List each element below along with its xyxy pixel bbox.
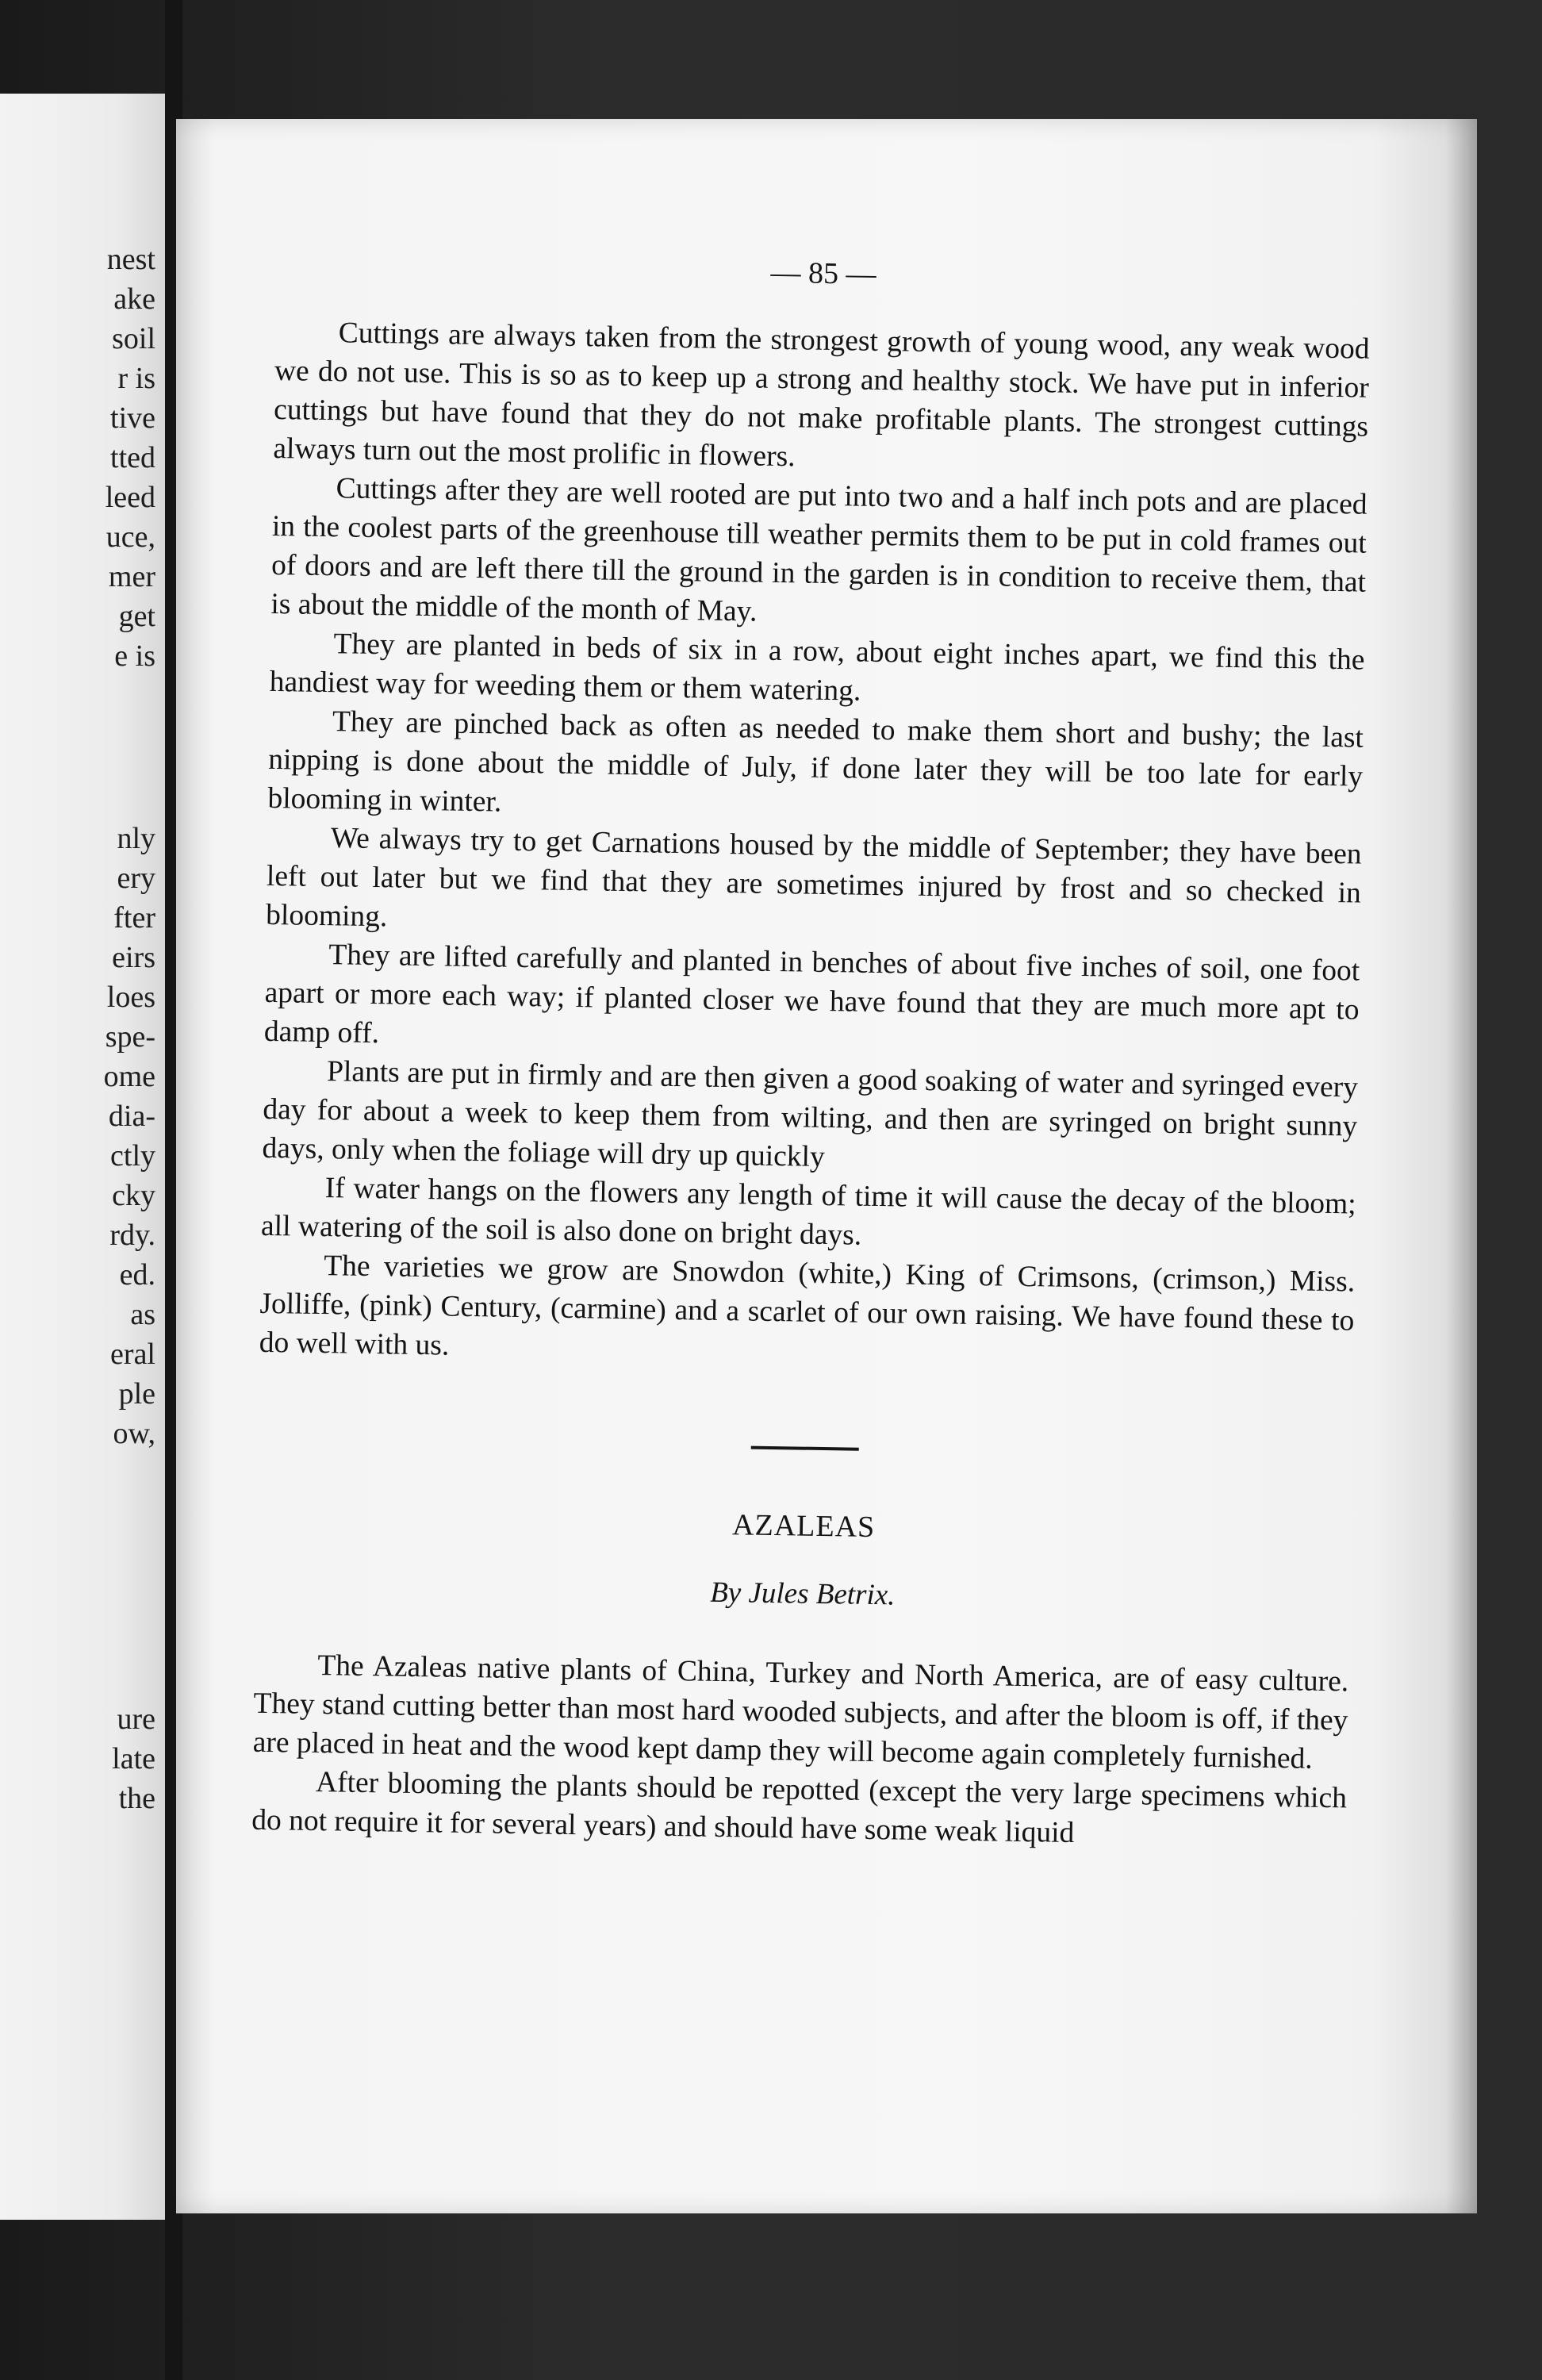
carnation-paragraph: Cuttings after they are well rooted are put into two and a half inch pots and are placed in the coolest parts of the greenhouse till weather permits them to be put in cold frames out of doors and are left there till the ground in the garden is in condition to receive them, that is about the middle of the month of May.: [270, 472, 1367, 628]
page-number: — 85 —: [770, 255, 876, 291]
left-page-fragment: ctly: [110, 1139, 155, 1173]
carnation-paragraph: If water hangs on the flowers any length of time it will cause the decay of the bloom; all watering of the soil is also done on bright days.: [260, 1172, 1356, 1252]
left-page-fragment: loes: [106, 981, 155, 1014]
left-page-fragment: mer: [108, 560, 155, 593]
left-page-fragment: ake: [113, 282, 155, 316]
left-page-fragment: nest: [106, 243, 155, 276]
left-page-fragment: ow,: [113, 1417, 155, 1450]
left-page-fragment: late: [112, 1742, 155, 1775]
left-page-fragment: leed: [105, 481, 155, 514]
left-page-fragment: tive: [110, 401, 155, 435]
left-page-fragment: ery: [117, 862, 155, 895]
left-page-fragment: eral: [110, 1338, 155, 1371]
left-page-fragment: soil: [112, 322, 155, 355]
left-page-fragment: eirs: [112, 941, 155, 974]
left-page-fragment: fter: [113, 901, 155, 935]
section-divider: [751, 1446, 859, 1451]
left-page-fragment: as: [130, 1298, 155, 1331]
carnation-paragraph: They are planted in beds of six in a row, about eight inches apart, we find this the handiest way for weeding them or them watering.: [269, 628, 1365, 708]
carnation-paragraph: They are pinched back as often as needed to make them short and bushy; the last nipping is done about the middle of July, if done later they will be too late for early blooming in winter.: [267, 705, 1364, 819]
left-page-fragment: the: [118, 1782, 155, 1815]
carnation-paragraph: We always try to get Carnations housed by the middle of September; they have been left out later but we find that they are sometimes injured by frost and so checked in blooming.: [265, 822, 1362, 934]
left-page-fragment: rdy.: [109, 1219, 155, 1252]
page-edge-shadow: [1445, 119, 1477, 2213]
author-byline: By Jules Betrix.: [709, 1576, 896, 1612]
carnation-paragraph: The varieties we grow are Snowdon (white,) King of Crimsons, (crimson,) Miss. Jolliffe, (pink) Century, (carmine) and a scarlet of our own raising. We have found these to do well with us.: [259, 1250, 1356, 1362]
left-facing-page: [0, 94, 168, 2220]
left-page-fragment: dia-: [108, 1100, 155, 1133]
azalea-paragraph: The Azaleas native plants of China, Turkey and North America, are of easy culture. They stand cutting better than most hard wooded subjects, and after the bloom is off, if they are placed in heat and the wood kept damp they will become again completely furnished.: [252, 1649, 1349, 1775]
book-page: [176, 119, 1477, 2213]
left-page-fragment: r is: [117, 362, 155, 395]
left-page-fragment: ome: [103, 1060, 155, 1093]
left-page-fragment: spe-: [105, 1020, 155, 1054]
left-page-fragment: ed.: [119, 1258, 155, 1292]
left-page-fragment: ure: [117, 1702, 155, 1736]
left-page-fragment: e is: [114, 639, 155, 673]
page-text-block: [251, 255, 1371, 1856]
left-page-fragment: get: [118, 600, 155, 633]
left-page-fragment: uce,: [105, 520, 155, 554]
carnation-paragraph: They are lifted carefully and planted in benches of about five inches of soil, one foot apart or more each way; if planted closer we have found that they are much more apt to damp off.: [263, 939, 1360, 1050]
left-page-fragment: tted: [110, 441, 155, 474]
azalea-paragraph: After blooming the plants should be repotted (except the very large specimens which do not require it for several years) and should have some weak liquid: [251, 1766, 1348, 1850]
carnation-paragraph: Cuttings are always taken from the strongest growth of young wood, any weak wood we do not use. This is so as to keep up a strong and healthy stock. We have put in inferior cuttings but have found that they do not make profitable plants. The strongest cuttings always turn out the most prolific in flowers.: [273, 317, 1370, 474]
left-page-fragment: nly: [117, 822, 155, 855]
left-page-fragment: ple: [118, 1377, 155, 1411]
left-page-fragment: cky: [112, 1179, 155, 1212]
section-title: AZALEAS: [731, 1508, 876, 1545]
carnation-paragraph: Plants are put in firmly and are then given a good soaking of water and syringed every day for about a week to keep them from wilting, and then are syringed on bright sunny days, only when the foliage will dry up quickly: [262, 1055, 1359, 1174]
